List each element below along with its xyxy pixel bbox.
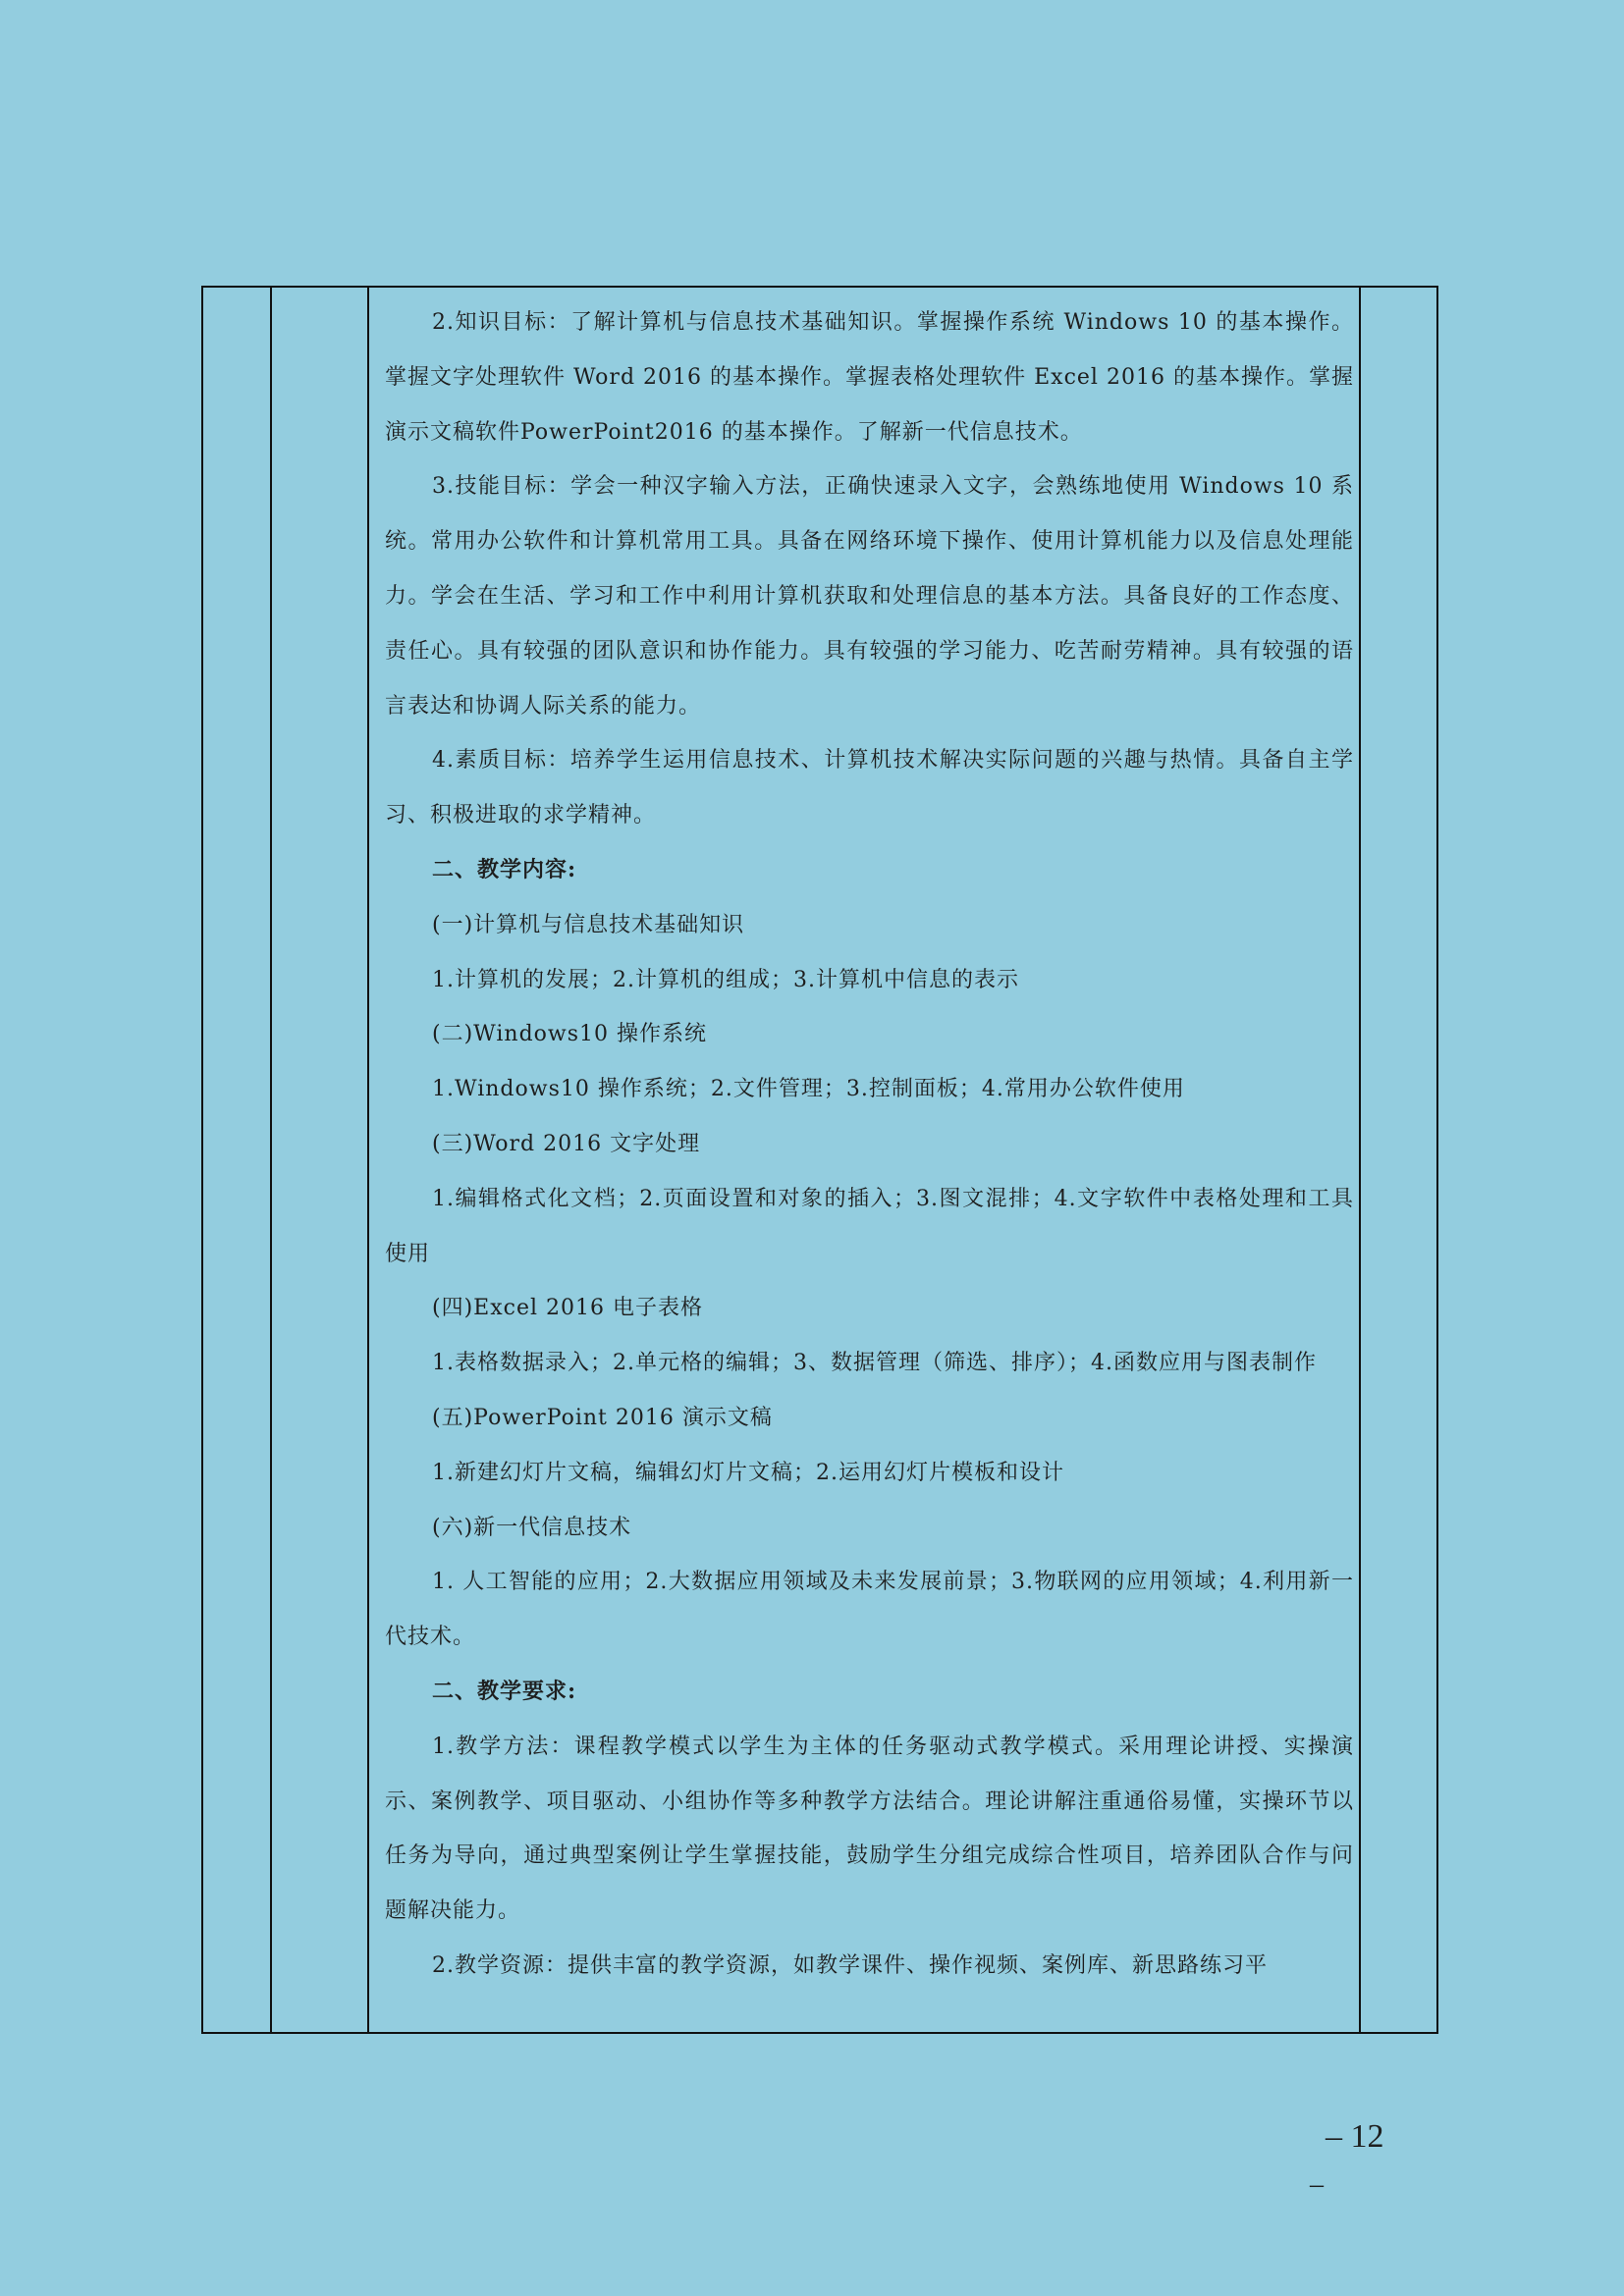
subsection-title: (三)Word 2016 文字处理 [432,1131,701,1156]
subsection-title: (二)Windows10 操作系统 [432,1022,708,1047]
column-divider [1359,288,1361,2032]
page-number: – 12 [1326,2118,1384,2155]
knowledge-objective: 2.知识目标：了解计算机与信息技术基础知识。掌握操作系统 Windows 10 的基本操作。掌握文字处理软件 Word 2016 的基本操作。掌握表格处理软件 Excel 2016 的基本操作。掌握演示文稿软件PowerPoint2016 的基本操作。了解新一代信息技术。 [385,310,1354,445]
teaching-method: 1.教学方法：课程教学模式以学生为主体的任务驱动式教学模式。采用理论讲授、实操演示、案例教学、项目驱动、小组协作等多种教学方法结合。理论讲解注重通俗易懂，实操环节以任务为导向，通过典型案例让学生掌握技能，鼓励学生分组完成综合性项目，培养团队合作与问题解决能力。 [385,1734,1354,1924]
content-cell [385,295,1354,1994]
page-number-dash: – [1310,2169,1324,2200]
section-heading-requirements: 二、教学要求: [432,1678,577,1704]
subsection-items: 1.Windows10 操作系统；2.文件管理；3.控制面板；4.常用办公软件使用 [432,1077,1185,1102]
column-divider [367,288,369,2032]
subsection-title: (四)Excel 2016 电子表格 [432,1296,703,1321]
subsection-title: (一)计算机与信息技术基础知识 [432,912,745,937]
content-table [201,286,1438,2034]
quality-objective: 4.素质目标：培养学生运用信息技术、计算机技术解决实际问题的兴趣与热情。具备自主学习、积极进取的求学精神。 [385,748,1354,828]
teaching-resources: 2.教学资源：提供丰富的教学资源，如教学课件、操作视频、案例库、新思路练习平 [432,1952,1268,1978]
subsection-items: 1.编辑格式化文档；2.页面设置和对象的插入；3.图文混排；4.文字软件中表格处理和工具使用 [385,1186,1354,1266]
column-divider [270,288,272,2032]
subsection-items: 1.新建幻灯片文稿，编辑幻灯片文稿；2.运用幻灯片模板和设计 [432,1460,1064,1485]
subsection-items: 1.计算机的发展；2.计算机的组成；3.计算机中信息的表示 [432,967,1019,992]
skill-objective: 3.技能目标：学会一种汉字输入方法，正确快速录入文字，会熟练地使用 Windows 10 系统。常用办公软件和计算机常用工具。具备在网络环境下操作、使用计算机能力以及信息处理能力。学会在生活、学习和工作中利用计算机获取和处理信息的基本方法。具备良好的工作态度、责任心。具有较强的团队意识和协作能力。具有较强的学习能力、吃苦耐劳精神。具有较强的语言表达和协调人际关系的能力。 [385,474,1354,719]
subsection-items: 1. 人工智能的应用；2.大数据应用领域及未来发展前景；3.物联网的应用领域；4.利用新一代技术。 [385,1570,1354,1650]
subsection-title: (五)PowerPoint 2016 演示文稿 [432,1405,773,1430]
subsection-title: (六)新一代信息技术 [432,1515,632,1540]
section-heading-content: 二、教学内容: [432,856,577,882]
subsection-items: 1.表格数据录入；2.单元格的编辑；3、数据管理（筛选、排序）；4.函数应用与图表制作 [432,1351,1317,1376]
